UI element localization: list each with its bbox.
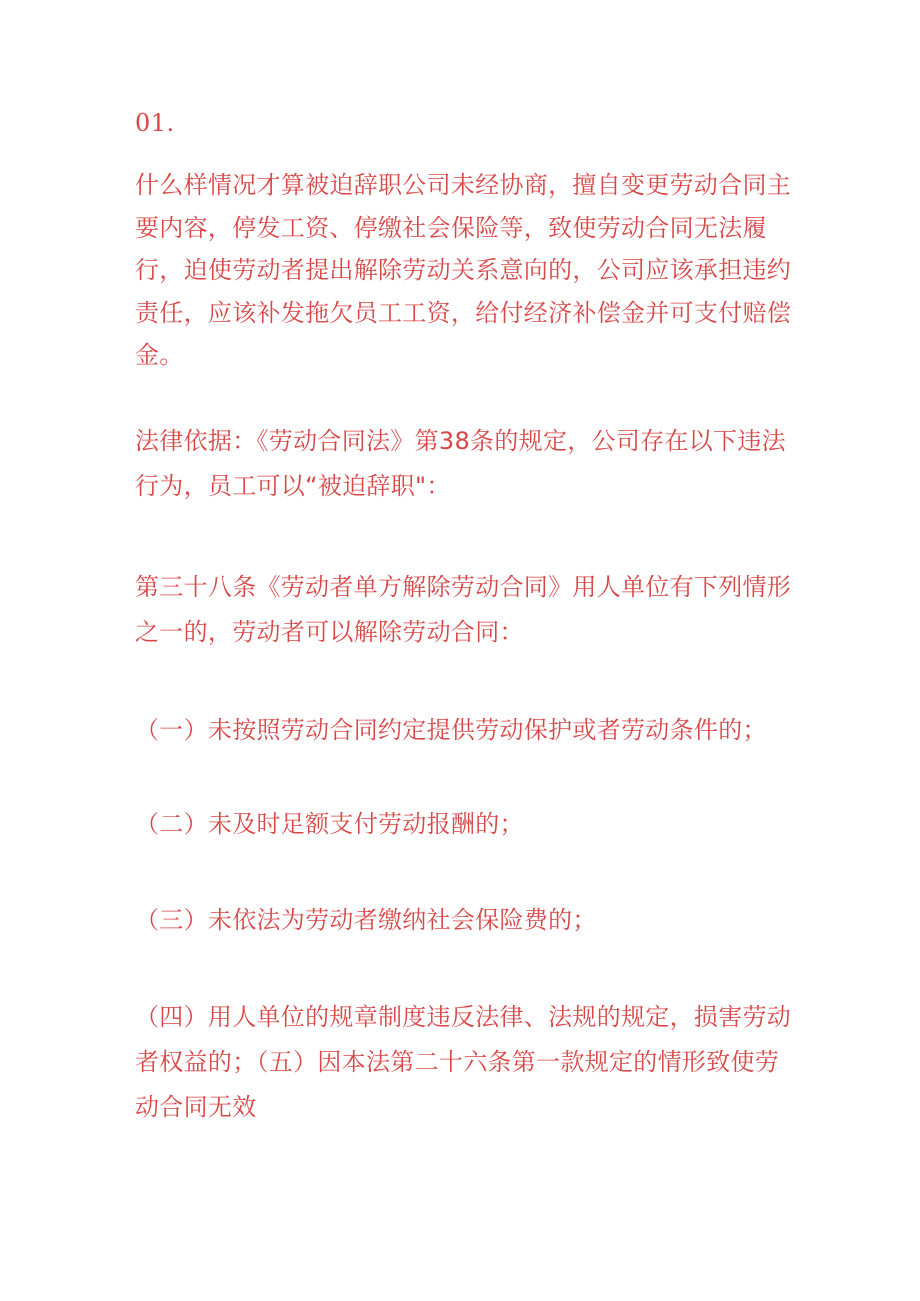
- article-38-paragraph: 第三十八条《劳动者单方解除劳动合同》用人单位有下列情形之一的，劳动者可以解除劳动合同：: [135, 573, 792, 646]
- list-item-4-5: （四）用人单位的规章制度违反法律、法规的规定，损害劳动者权益的；（五）因本法第二十六条第一款规定的情形致使劳动合同无效: [135, 1003, 792, 1121]
- intro-paragraph: 什么样情况才算被迫辞职公司未经协商，擅自变更劳动合同主要内容，停发工资、停缴社会保险等，致使劳动合同无法履行，迫使劳动者提出解除劳动关系意向的，公司应该承担违约责任，应该补发拖欠员工工资，给付经济补偿金并可支付赔偿金。: [135, 171, 792, 369]
- legal-basis-paragraph: 法律依据：《劳动合同法》第38条的规定，公司存在以下违法行为，员工可以“被迫辞职"：: [135, 427, 786, 500]
- list-item-1: （一）未按照劳动合同约定提供劳动保护或者劳动条件的；: [135, 716, 767, 744]
- list-item-3: （三）未依法为劳动者缴纳社会保险费的；: [135, 906, 597, 934]
- list-item-2: （二）未及时足额支付劳动报酬的；: [135, 810, 524, 838]
- section-number-heading: 01.: [135, 109, 175, 137]
